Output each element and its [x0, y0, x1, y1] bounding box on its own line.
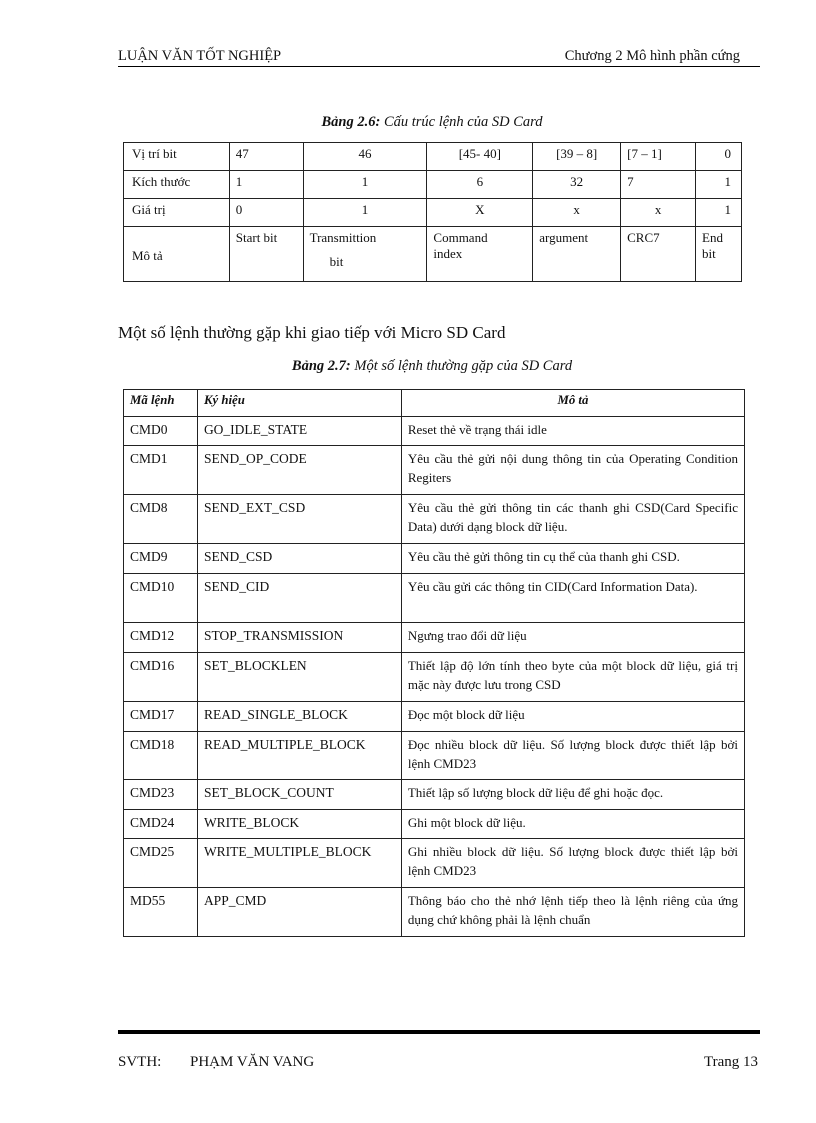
- table-cell: READ_SINGLE_BLOCK: [197, 702, 401, 732]
- table-cell: [427, 227, 533, 282]
- table-row: [124, 702, 745, 732]
- table2-caption-label: Bảng 2.7:: [291, 358, 351, 374]
- table-cell: [39 – 8]: [533, 143, 621, 171]
- section-title: Một số lệnh thường gặp khi giao tiếp với Micro SD Card: [118, 323, 506, 342]
- column-header: Mô tả: [401, 390, 744, 417]
- table-cell: SET_BLOCK_COUNT: [197, 780, 401, 810]
- table-row: [124, 653, 745, 702]
- table-cell: APP_CMD: [197, 888, 401, 937]
- table-cell: CMD18: [124, 732, 198, 780]
- table-cell: CMD8: [124, 495, 198, 544]
- table-row: [124, 199, 742, 227]
- table-cell: WRITE_BLOCK: [197, 810, 401, 839]
- table-cell: x: [621, 199, 696, 227]
- table-cell: SEND_CSD: [197, 544, 401, 574]
- table-cell: CMD0: [124, 417, 198, 446]
- table-cell: CMD23: [124, 780, 198, 810]
- table-row: [124, 446, 745, 495]
- table-row: [124, 810, 745, 839]
- table-cell: READ_MULTIPLE_BLOCK: [197, 732, 401, 780]
- table-cell: 6: [427, 171, 533, 199]
- table-cell: CMD25: [124, 839, 198, 888]
- footer-divider: [118, 1030, 760, 1034]
- page-header: [118, 46, 760, 67]
- cell-line: End: [702, 230, 723, 245]
- table-cell: 1: [303, 199, 427, 227]
- table-cell: CMD16: [124, 653, 198, 702]
- table-cell: [696, 227, 742, 282]
- cell-line: Command: [433, 230, 488, 245]
- column-header: Mã lệnh: [124, 390, 198, 417]
- table-cell: CMD10: [124, 574, 198, 623]
- table-cell: CRC7: [621, 227, 696, 282]
- header-thesis-title: LUẬN VĂN TỐT NGHIỆP: [118, 48, 282, 64]
- command-structure-table: [123, 142, 742, 282]
- table-cell: Thiết lập số lượng block dữ liệu để ghi hoặc đọc.: [401, 780, 744, 810]
- cell-line: bit: [702, 246, 716, 261]
- table-cell: argument: [533, 227, 621, 282]
- table-cell: Giá trị: [124, 199, 230, 227]
- table-cell: [7 – 1]: [621, 143, 696, 171]
- table-cell: CMD17: [124, 702, 198, 732]
- table-row: [124, 839, 745, 888]
- table-cell: Ghi nhiều block dữ liệu. Số lượng block được thiết lập bởi lệnh CMD23: [401, 839, 744, 888]
- table-cell: 0: [696, 143, 742, 171]
- table-cell: CMD9: [124, 544, 198, 574]
- table-cell: Yêu cầu thẻ gửi thông tin cụ thể của thanh ghi CSD.: [401, 544, 744, 574]
- table2-caption-text: Một số lệnh thường gặp của SD Card: [350, 358, 573, 374]
- page-number: Trang 13: [703, 1054, 758, 1070]
- table-cell: Kích thước: [124, 171, 230, 199]
- table-cell: Ngưng trao đổi dữ liệu: [401, 623, 744, 653]
- table-header-row: [124, 390, 745, 417]
- table-cell: Thiết lập độ lớn tính theo byte của một block dữ liệu, giá trị mặc này được lưu trong CSD: [401, 653, 744, 702]
- table-cell: x: [533, 199, 621, 227]
- table-cell: GO_IDLE_STATE: [197, 417, 401, 446]
- table-row: [124, 143, 742, 171]
- table-cell: Thông báo cho thẻ nhớ lệnh tiếp theo là lệnh riêng của ứng dụng chứ không phải là lệnh chuẩn: [401, 888, 744, 937]
- table-cell: 7: [621, 171, 696, 199]
- table-cell: 0: [229, 199, 303, 227]
- table-row: [124, 623, 745, 653]
- column-header: Ký hiệu: [197, 390, 401, 417]
- table2-caption: [123, 358, 741, 375]
- table-cell: WRITE_MULTIPLE_BLOCK: [197, 839, 401, 888]
- table-cell: Reset thẻ về trạng thái idle: [401, 417, 744, 446]
- table-row: [124, 544, 745, 574]
- table-cell: CMD24: [124, 810, 198, 839]
- cell-line: bit: [329, 254, 344, 269]
- sd-commands-table: [123, 389, 745, 937]
- header-chapter-title: Chương 2 Mô hình phần cứng: [564, 48, 740, 64]
- table-cell: 1: [229, 171, 303, 199]
- table-row: [124, 417, 745, 446]
- table-cell: STOP_TRANSMISSION: [197, 623, 401, 653]
- table-cell: Mô tả: [124, 227, 230, 282]
- table-cell: SET_BLOCKLEN: [197, 653, 401, 702]
- cell-line: Transmittion: [309, 230, 377, 245]
- table-cell: Yêu cầu thẻ gửi nội dung thông tin của Operating Condition Regiters: [401, 446, 744, 495]
- table-cell: Đọc một block dữ liệu: [401, 702, 744, 732]
- table-cell: SEND_OP_CODE: [197, 446, 401, 495]
- table-cell: Vị trí bit: [124, 143, 230, 171]
- table-cell: SEND_EXT_CSD: [197, 495, 401, 544]
- table-cell: 32: [533, 171, 621, 199]
- table-cell: CMD12: [124, 623, 198, 653]
- table-cell: X: [427, 199, 533, 227]
- table-row: [124, 732, 745, 780]
- table-cell: Yêu cầu gửi các thông tin CID(Card Information Data).: [401, 574, 744, 623]
- table-cell: [303, 227, 427, 282]
- cell-line: index: [433, 246, 463, 261]
- table-cell: 47: [229, 143, 303, 171]
- table-row: [124, 888, 745, 937]
- table-cell: [45- 40]: [427, 143, 533, 171]
- table-row: [124, 574, 745, 623]
- table-cell: MD55: [124, 888, 198, 937]
- table-cell: Đọc nhiều block dữ liệu. Số lượng block được thiết lập bởi lệnh CMD23: [401, 732, 744, 780]
- footer-student-name: PHẠM VĂN VANG: [190, 1054, 315, 1070]
- table-row: [124, 495, 745, 544]
- table-cell: Yêu cầu thẻ gửi thông tin các thanh ghi CSD(Card Specific Data) dưới dạng block dữ liệu.: [401, 495, 744, 544]
- table1-caption-text: Cấu trúc lệnh của SD Card: [380, 114, 543, 130]
- table-cell: SEND_CID: [197, 574, 401, 623]
- table-row: [124, 780, 745, 810]
- table-cell: 46: [303, 143, 427, 171]
- table-cell: Start bit: [229, 227, 303, 282]
- footer-student-label: SVTH:: [118, 1054, 162, 1070]
- table-cell: Ghi một block dữ liệu.: [401, 810, 744, 839]
- table1-caption-label: Bảng 2.6:: [321, 114, 381, 130]
- table-cell: CMD1: [124, 446, 198, 495]
- table-cell: 1: [303, 171, 427, 199]
- table-cell: 1: [696, 199, 742, 227]
- table-row: [124, 171, 742, 199]
- table-cell: 1: [696, 171, 742, 199]
- table1-caption: [123, 114, 741, 131]
- table-row: [124, 227, 742, 282]
